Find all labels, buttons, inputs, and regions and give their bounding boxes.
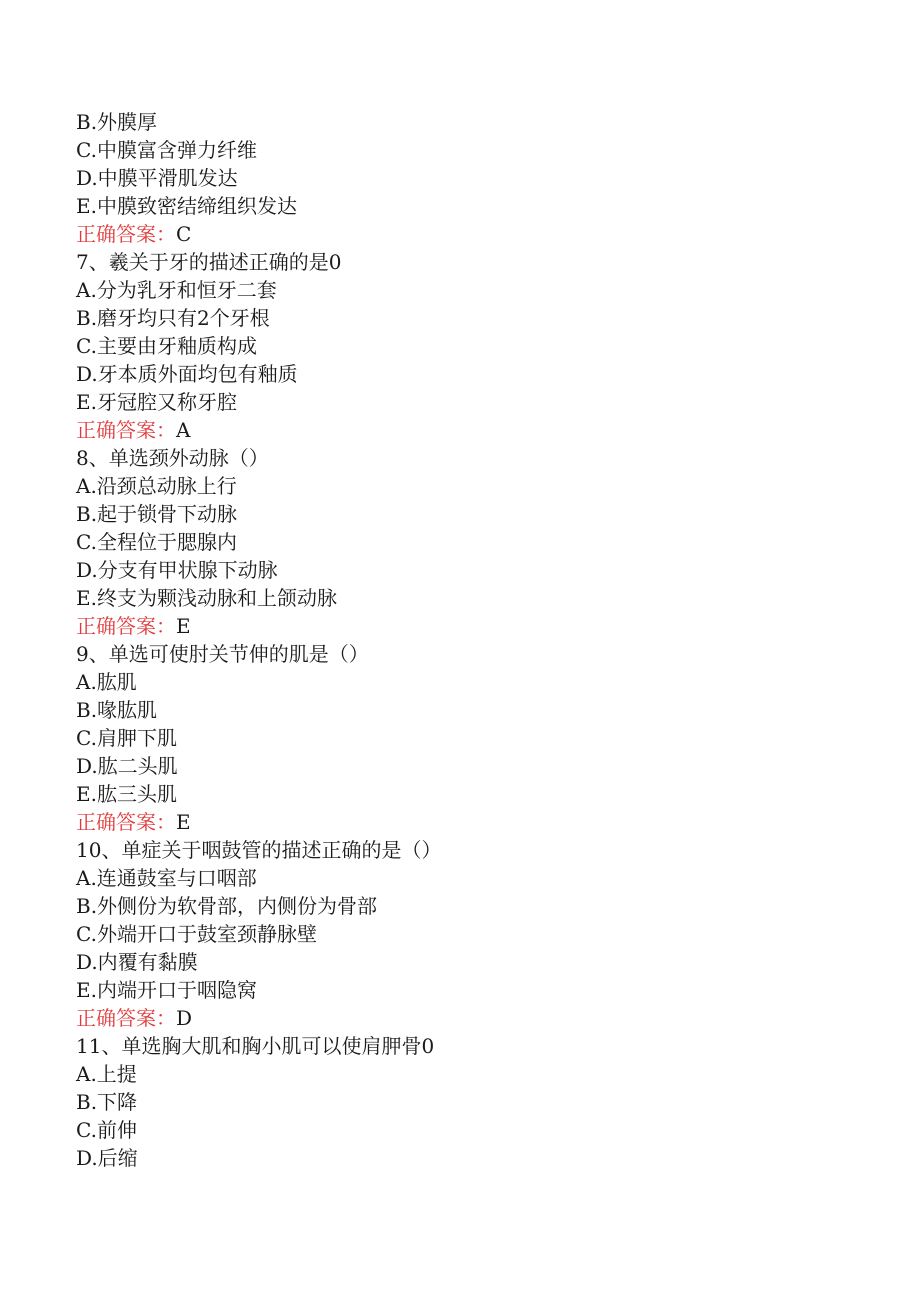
answer-label: 正确答案： bbox=[76, 222, 176, 246]
option-c: C.外端开口于鼓室颈静脉壁 bbox=[76, 922, 317, 946]
option-c: C.前伸 bbox=[76, 1118, 137, 1142]
answer-value: A bbox=[176, 418, 191, 442]
answer-label: 正确答案： bbox=[76, 810, 176, 834]
option-d: D.牙本质外面均包有釉质 bbox=[76, 362, 298, 386]
question-10 bbox=[76, 836, 876, 1032]
option-a: A.沿颈总动脉上行 bbox=[76, 474, 237, 498]
option-e: E.牙冠腔又称牙腔 bbox=[76, 390, 237, 414]
option-e: E.肱三头肌 bbox=[76, 782, 177, 806]
option-c: C.中膜富含弹力纤维 bbox=[76, 138, 257, 162]
correct-answer bbox=[76, 416, 876, 444]
option-d: D.肱二头肌 bbox=[76, 754, 178, 778]
question-text: 10、单症关于咽鼓管的描述正确的是（） bbox=[76, 838, 442, 862]
answer-label: 正确答案： bbox=[76, 1006, 176, 1030]
answer-label: 正确答案： bbox=[76, 614, 176, 638]
answer-value: E bbox=[176, 810, 191, 834]
option-b: B.外膜厚 bbox=[76, 110, 158, 134]
correct-answer bbox=[76, 220, 876, 248]
question-11 bbox=[76, 1032, 876, 1172]
option-d: D.后缩 bbox=[76, 1146, 138, 1170]
question-9 bbox=[76, 640, 876, 836]
question-text: 9、单选可使肘关节伸的肌是（） bbox=[76, 642, 369, 666]
correct-answer bbox=[76, 612, 876, 640]
option-c: C.主要由牙釉质构成 bbox=[76, 334, 257, 358]
option-e: E.内端开口于咽隐窝 bbox=[76, 978, 257, 1002]
question-7 bbox=[76, 248, 876, 444]
correct-answer bbox=[76, 1004, 876, 1032]
option-c: C.肩胛下肌 bbox=[76, 726, 177, 750]
option-c: C.全程位于腮腺内 bbox=[76, 530, 237, 554]
question-list bbox=[76, 108, 876, 1172]
option-a: A.连通鼓室与口咽部 bbox=[76, 866, 257, 890]
question-text: 7、羲关于牙的描述正确的是0 bbox=[76, 250, 342, 274]
correct-answer bbox=[76, 808, 876, 836]
option-a: A.分为乳牙和恒牙二套 bbox=[76, 278, 277, 302]
option-b: B.喙肱肌 bbox=[76, 698, 158, 722]
option-d: D.内覆有黏膜 bbox=[76, 950, 198, 974]
option-a: A.肱肌 bbox=[76, 670, 137, 694]
question-6-partial bbox=[76, 108, 876, 248]
option-b: B.下降 bbox=[76, 1090, 138, 1114]
option-b: B.起于锁骨下动脉 bbox=[76, 502, 238, 526]
option-b: B.外侧份为软骨部，内侧份为骨部 bbox=[76, 894, 378, 918]
question-text: 11、单选胸大肌和胸小肌可以使肩胛骨0 bbox=[76, 1034, 435, 1058]
option-e: E.中膜致密结缔组织发达 bbox=[76, 194, 297, 218]
answer-value: C bbox=[176, 222, 192, 246]
answer-value: D bbox=[176, 1006, 193, 1030]
option-b: B.磨牙均只有2个牙根 bbox=[76, 306, 270, 330]
answer-value: E bbox=[176, 614, 191, 638]
option-d: D.分支有甲状腺下动脉 bbox=[76, 558, 278, 582]
option-d: D.中膜平滑肌发达 bbox=[76, 166, 238, 190]
question-text: 8、单选颈外动脉（） bbox=[76, 446, 269, 470]
option-e: E.终支为颗浅动脉和上颌动脉 bbox=[76, 586, 337, 610]
option-a: A.上提 bbox=[76, 1062, 137, 1086]
answer-label: 正确答案： bbox=[76, 418, 176, 442]
question-8 bbox=[76, 444, 876, 640]
